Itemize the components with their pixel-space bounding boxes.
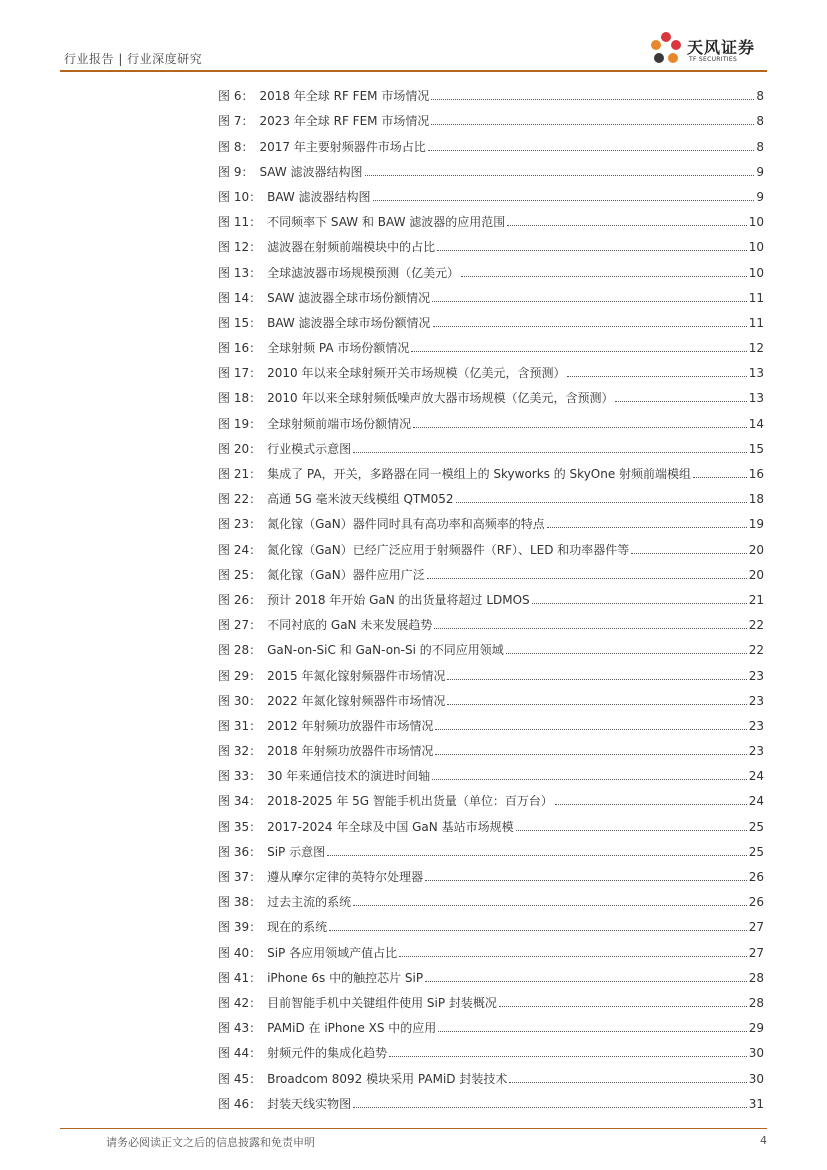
toc-entry[interactable] bbox=[218, 254, 764, 279]
toc-entry[interactable] bbox=[218, 1060, 764, 1085]
toc-page-number: 27 bbox=[748, 920, 764, 935]
company-logo bbox=[649, 30, 767, 68]
toc-leader-dots bbox=[353, 1107, 747, 1108]
toc-figure-label: 图 20： bbox=[218, 441, 262, 456]
toc-entry[interactable] bbox=[218, 103, 764, 128]
toc-figure-title: 不同频率下 SAW 和 BAW 滤波器的应用范围 bbox=[267, 215, 506, 230]
toc-leader-dots bbox=[693, 477, 747, 478]
toc-page-number: 23 bbox=[748, 693, 764, 708]
toc-page-number: 19 bbox=[748, 517, 764, 532]
toc-figure-label: 图 35： bbox=[218, 819, 262, 834]
toc-figure-label: 图 13： bbox=[218, 265, 262, 280]
toc-figure-label: 图 29： bbox=[218, 668, 262, 683]
toc-leader-dots bbox=[547, 527, 747, 528]
toc-page-number: 20 bbox=[748, 567, 764, 582]
toc-entry[interactable] bbox=[218, 632, 764, 657]
toc-entry[interactable] bbox=[218, 179, 764, 204]
toc-figure-title: 目前智能手机中关键组件使用 SiP 封装概况 bbox=[267, 995, 497, 1010]
toc-page-number: 23 bbox=[748, 744, 764, 759]
toc-figure-label: 图 23： bbox=[218, 517, 262, 532]
toc-figure-title: 2023 年全球 RF FEM 市场情况 bbox=[259, 114, 430, 129]
toc-figure-label: 图 44： bbox=[218, 1046, 262, 1061]
toc-leader-dots bbox=[327, 855, 747, 856]
toc-leader-dots bbox=[516, 830, 747, 831]
toc-leader-dots bbox=[431, 124, 754, 125]
toc-figure-title: 现在的系统 bbox=[267, 920, 328, 935]
toc-leader-dots bbox=[389, 1056, 747, 1057]
toc-figure-title: 行业模式示意图 bbox=[267, 441, 352, 456]
toc-page-number: 23 bbox=[748, 718, 764, 733]
toc-figure-title: 2015 年氮化镓射频器件市场情况 bbox=[267, 668, 446, 683]
toc-figure-title: 2018-2025 年 5G 智能手机出货量（单位：百万台） bbox=[267, 794, 553, 809]
header-report-type: 行业报告 | 行业深度研究 bbox=[64, 52, 203, 66]
toc-leader-dots bbox=[373, 200, 755, 201]
toc-page-number: 9 bbox=[756, 189, 764, 204]
toc-leader-dots bbox=[499, 1006, 747, 1007]
toc-figure-title: iPhone 6s 中的触控芯片 SiP bbox=[267, 970, 424, 985]
toc-leader-dots bbox=[615, 401, 746, 402]
toc-figure-title: 2017 年主要射频器件市场占比 bbox=[259, 139, 426, 154]
toc-entry[interactable] bbox=[218, 330, 764, 355]
toc-page-number: 22 bbox=[748, 643, 764, 658]
toc-page-number: 21 bbox=[748, 592, 764, 607]
toc-figure-label: 图 43： bbox=[218, 1021, 262, 1036]
toc-page-number: 27 bbox=[748, 945, 764, 960]
toc-page-number: 11 bbox=[748, 290, 764, 305]
toc-leader-dots bbox=[353, 452, 747, 453]
toc-figure-label: 图 30： bbox=[218, 693, 262, 708]
toc-leader-dots bbox=[428, 150, 755, 151]
toc-figure-title: 过去主流的系统 bbox=[267, 895, 352, 910]
toc-page-number: 22 bbox=[748, 618, 764, 633]
toc-figure-label: 图 15： bbox=[218, 315, 262, 330]
toc-figure-title: 射频元件的集成化趋势 bbox=[267, 1046, 388, 1061]
toc-entry[interactable] bbox=[218, 128, 764, 153]
toc-entry[interactable] bbox=[218, 808, 764, 833]
toc-page-number: 25 bbox=[748, 819, 764, 834]
toc-figure-title: PAMiD 在 iPhone XS 中的应用 bbox=[267, 1021, 437, 1036]
toc-leader-dots bbox=[365, 175, 755, 176]
toc-leader-dots bbox=[425, 880, 747, 881]
toc-entry[interactable] bbox=[218, 985, 764, 1010]
toc-entry[interactable] bbox=[218, 531, 764, 556]
toc-figure-title: 预计 2018 年开始 GaN 的出货量将超过 LDMOS bbox=[267, 592, 530, 607]
toc-entry[interactable] bbox=[218, 380, 764, 405]
toc-figure-title: GaN-on-SiC 和 GaN-on-Si 的不同应用领域 bbox=[267, 643, 504, 658]
toc-figure-label: 图 11： bbox=[218, 215, 262, 230]
toc-figure-label: 图 9： bbox=[218, 164, 254, 179]
toc-entry[interactable] bbox=[218, 834, 764, 859]
toc-entry[interactable] bbox=[218, 506, 764, 531]
toc-entry[interactable] bbox=[218, 783, 764, 808]
toc-figure-title: 2010 年以来全球射频开关市场规模（亿美元，含预测） bbox=[267, 366, 566, 381]
toc-page-number: 13 bbox=[748, 366, 764, 381]
toc-leader-dots bbox=[353, 905, 747, 906]
toc-entry[interactable] bbox=[218, 456, 764, 481]
toc-leader-dots bbox=[433, 326, 747, 327]
toc-figure-label: 图 42： bbox=[218, 995, 262, 1010]
toc-figure-label: 图 8： bbox=[218, 139, 254, 154]
toc-figure-label: 图 40： bbox=[218, 945, 262, 960]
toc-leader-dots bbox=[399, 956, 747, 957]
toc-figure-title: SiP 各应用领域产值占比 bbox=[267, 945, 398, 960]
footer-disclaimer: 请务必阅读正文之后的信息披露和免责申明 bbox=[106, 1136, 315, 1149]
toc-leader-dots bbox=[432, 301, 747, 302]
toc-figure-label: 图 38： bbox=[218, 895, 262, 910]
toc-page-number: 18 bbox=[748, 492, 764, 507]
toc-figure-label: 图 10： bbox=[218, 189, 262, 204]
toc-figure-title: 高通 5G 毫米波天线模组 QTM052 bbox=[267, 492, 454, 507]
toc-figure-title: 不同衬底的 GaN 未来发展趋势 bbox=[267, 618, 433, 633]
toc-figure-title: 2018 年全球 RF FEM 市场情况 bbox=[259, 89, 430, 104]
toc-page-number: 10 bbox=[748, 265, 764, 280]
footer-divider bbox=[60, 1128, 767, 1129]
toc-leader-dots bbox=[631, 553, 746, 554]
figure-table-of-contents bbox=[218, 78, 764, 1111]
toc-page-number: 24 bbox=[748, 769, 764, 784]
toc-page-number: 16 bbox=[748, 467, 764, 481]
toc-leader-dots bbox=[435, 729, 746, 730]
toc-figure-label: 图 14： bbox=[218, 290, 262, 305]
toc-figure-label: 图 45： bbox=[218, 1071, 262, 1086]
toc-figure-label: 图 19： bbox=[218, 416, 262, 431]
toc-figure-label: 图 26： bbox=[218, 592, 262, 607]
toc-figure-label: 图 21： bbox=[218, 467, 262, 481]
toc-page-number: 26 bbox=[748, 895, 764, 910]
toc-page-number: 10 bbox=[748, 240, 764, 255]
toc-figure-title: 2010 年以来全球射频低噪声放大器市场规模（亿美元，含预测） bbox=[267, 391, 614, 406]
toc-figure-title: SiP 示意图 bbox=[267, 844, 326, 859]
toc-figure-title: SAW 滤波器结构图 bbox=[259, 164, 363, 179]
logo-english-name: TF SECURITIES bbox=[689, 56, 738, 63]
toc-entry[interactable] bbox=[218, 758, 764, 783]
toc-entry[interactable] bbox=[218, 582, 764, 607]
toc-leader-dots bbox=[411, 351, 746, 352]
toc-leader-dots bbox=[435, 754, 746, 755]
toc-entry[interactable] bbox=[218, 859, 764, 884]
toc-figure-label: 图 37： bbox=[218, 870, 262, 884]
toc-entry[interactable] bbox=[218, 683, 764, 708]
toc-page-number: 28 bbox=[748, 970, 764, 985]
toc-figure-label: 图 28： bbox=[218, 643, 262, 658]
toc-figure-title: 滤波器在射频前端模块中的占比 bbox=[267, 240, 436, 255]
toc-figure-title: 遵从摩尔定律的英特尔处理器 bbox=[267, 870, 424, 884]
toc-figure-label: 图 33： bbox=[218, 769, 262, 784]
toc-entry[interactable] bbox=[218, 1035, 764, 1060]
page-header bbox=[60, 30, 767, 70]
toc-entry[interactable] bbox=[218, 280, 764, 305]
toc-page-number: 28 bbox=[748, 995, 764, 1010]
toc-figure-label: 图 32： bbox=[218, 744, 262, 759]
toc-figure-label: 图 18： bbox=[218, 391, 262, 406]
toc-figure-title: 氮化镓（GaN）器件同时具有高功率和高频率的特点 bbox=[267, 517, 545, 532]
toc-entry[interactable] bbox=[218, 481, 764, 506]
toc-page-number: 13 bbox=[748, 391, 764, 406]
toc-figure-title: BAW 滤波器全球市场份额情况 bbox=[267, 315, 431, 330]
toc-figure-label: 图 12： bbox=[218, 240, 262, 255]
toc-page-number: 25 bbox=[748, 844, 764, 859]
toc-figure-label: 图 24： bbox=[218, 542, 262, 557]
toc-figure-title: BAW 滤波器结构图 bbox=[267, 189, 371, 204]
toc-figure-label: 图 6： bbox=[218, 89, 254, 104]
toc-page-number: 8 bbox=[756, 139, 764, 154]
toc-figure-title: 30 年来通信技术的演进时间轴 bbox=[267, 769, 431, 784]
toc-entry[interactable] bbox=[218, 708, 764, 733]
page-number: 4 bbox=[760, 1134, 767, 1147]
toc-entry[interactable] bbox=[218, 405, 764, 430]
toc-entry[interactable] bbox=[218, 305, 764, 330]
toc-page-number: 8 bbox=[756, 89, 764, 104]
toc-leader-dots bbox=[456, 502, 747, 503]
logo-chinese-name: 天风证券 bbox=[687, 38, 756, 57]
toc-leader-dots bbox=[432, 779, 747, 780]
toc-leader-dots bbox=[425, 981, 747, 982]
toc-entry[interactable] bbox=[218, 229, 764, 254]
toc-page-number: 30 bbox=[748, 1046, 764, 1061]
toc-entry[interactable] bbox=[218, 909, 764, 934]
toc-figure-label: 图 17： bbox=[218, 366, 262, 381]
toc-entry[interactable] bbox=[218, 557, 764, 582]
toc-page-number: 12 bbox=[748, 341, 764, 356]
toc-figure-title: 氮化镓（GaN）器件应用广泛 bbox=[267, 567, 425, 582]
toc-figure-title: 2012 年射频功放器件市场情况 bbox=[267, 718, 434, 733]
toc-leader-dots bbox=[461, 276, 747, 277]
toc-leader-dots bbox=[431, 99, 754, 100]
toc-leader-dots bbox=[413, 427, 747, 428]
toc-leader-dots bbox=[438, 1031, 746, 1032]
toc-page-number: 29 bbox=[748, 1021, 764, 1036]
toc-entry[interactable] bbox=[218, 355, 764, 380]
toc-page-number: 14 bbox=[748, 416, 764, 431]
toc-entry[interactable] bbox=[218, 204, 764, 229]
toc-page-number: 24 bbox=[748, 794, 764, 809]
toc-figure-label: 图 16： bbox=[218, 341, 262, 356]
toc-leader-dots bbox=[329, 930, 747, 931]
toc-entry[interactable] bbox=[218, 78, 764, 103]
toc-figure-title: 全球射频前端市场份额情况 bbox=[267, 416, 412, 431]
toc-figure-label: 图 31： bbox=[218, 718, 262, 733]
toc-leader-dots bbox=[434, 628, 746, 629]
toc-figure-title: 全球射频 PA 市场份额情况 bbox=[267, 341, 410, 356]
toc-page-number: 10 bbox=[748, 215, 764, 230]
toc-figure-label: 图 22： bbox=[218, 492, 262, 507]
toc-figure-label: 图 46： bbox=[218, 1096, 262, 1111]
toc-entry[interactable] bbox=[218, 1086, 764, 1111]
toc-entry[interactable] bbox=[218, 1010, 764, 1035]
toc-page-number: 23 bbox=[748, 668, 764, 683]
toc-entry[interactable] bbox=[218, 154, 764, 179]
toc-figure-label: 图 7： bbox=[218, 114, 254, 129]
toc-leader-dots bbox=[437, 250, 747, 251]
toc-entry[interactable] bbox=[218, 607, 764, 632]
toc-page-number: 15 bbox=[748, 441, 764, 456]
toc-figure-title: 2017-2024 年全球及中国 GaN 基站市场规模 bbox=[267, 819, 514, 834]
toc-entry[interactable] bbox=[218, 733, 764, 758]
toc-entry[interactable] bbox=[218, 934, 764, 959]
toc-figure-label: 图 39： bbox=[218, 920, 262, 935]
toc-leader-dots bbox=[509, 1082, 746, 1083]
toc-entry[interactable] bbox=[218, 960, 764, 985]
toc-page-number: 26 bbox=[748, 870, 764, 884]
toc-figure-title: SAW 滤波器全球市场份额情况 bbox=[267, 290, 431, 305]
toc-page-number: 9 bbox=[756, 164, 764, 179]
toc-figure-label: 图 36： bbox=[218, 844, 262, 859]
toc-leader-dots bbox=[555, 804, 747, 805]
toc-leader-dots bbox=[427, 578, 747, 579]
toc-figure-title: 集成了 PA，开关，多路器在同一模组上的 Skyworks 的 SkyOne 射频前端模组 bbox=[267, 467, 692, 481]
toc-figure-label: 图 27： bbox=[218, 618, 262, 633]
toc-leader-dots bbox=[447, 679, 746, 680]
header-divider bbox=[60, 70, 767, 72]
toc-entry[interactable] bbox=[218, 884, 764, 909]
toc-figure-title: 2018 年射频功放器件市场情况 bbox=[267, 744, 434, 759]
toc-figure-title: 2022 年氮化镓射频器件市场情况 bbox=[267, 693, 446, 708]
toc-entry[interactable] bbox=[218, 431, 764, 456]
toc-leader-dots bbox=[447, 704, 746, 705]
flower-logo-icon bbox=[649, 30, 683, 68]
toc-entry[interactable] bbox=[218, 657, 764, 682]
toc-leader-dots bbox=[507, 225, 746, 226]
toc-page-number: 31 bbox=[748, 1096, 764, 1111]
toc-leader-dots bbox=[532, 603, 747, 604]
toc-leader-dots bbox=[567, 376, 746, 377]
toc-page-number: 8 bbox=[756, 114, 764, 129]
toc-page-number: 20 bbox=[748, 542, 764, 557]
toc-figure-title: Broadcom 8092 模块采用 PAMiD 封装技术 bbox=[267, 1071, 508, 1086]
toc-figure-title: 氮化镓（GaN）已经广泛应用于射频器件（RF）、LED 和功率器件等 bbox=[267, 542, 630, 557]
toc-figure-label: 图 41： bbox=[218, 970, 262, 985]
toc-figure-title: 全球滤波器市场规模预测（亿美元） bbox=[267, 265, 460, 280]
toc-figure-label: 图 34： bbox=[218, 794, 262, 809]
toc-leader-dots bbox=[506, 653, 747, 654]
toc-figure-title: 封装天线实物图 bbox=[267, 1096, 352, 1111]
toc-page-number: 30 bbox=[748, 1071, 764, 1086]
toc-figure-label: 图 25： bbox=[218, 567, 262, 582]
toc-page-number: 11 bbox=[748, 315, 764, 330]
